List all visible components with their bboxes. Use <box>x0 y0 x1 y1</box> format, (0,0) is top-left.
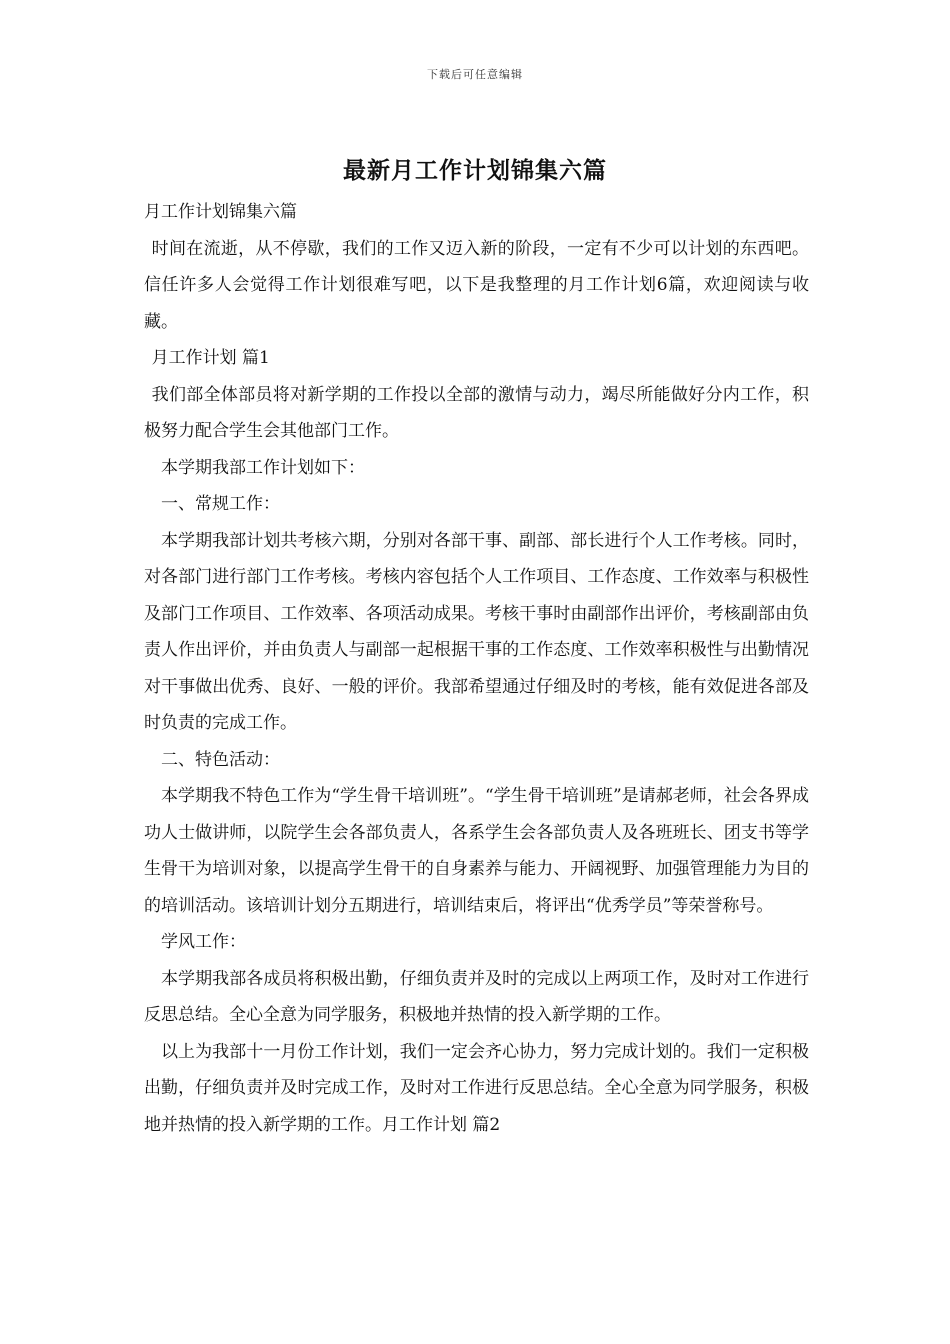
document-body <box>144 194 809 1143</box>
paragraph-subtitle: 月工作计划锦集六篇 <box>144 202 297 222</box>
paragraph: 本学期我部工作计划如下： <box>161 457 365 478</box>
section-heading-routine-work: 一、常规工作： <box>161 494 280 514</box>
page-header-note: 下载后可任意编辑 <box>427 68 523 81</box>
paragraph: 以上为我部十一月份工作计划，我们一定会齐心协力，努力完成计划的。我们一定积极出勤，仔细负责并及时完成工作，及时对工作进行反思总结。全心全意为同学服务，积极地并热情的投入新学期的工作。月工作计划 篇2 <box>144 1041 809 1135</box>
paragraph: 本学期我部各成员将积极出勤，仔细负责并及时的完成以上两项工作，及时对工作进行反思总结。全心全意为同学服务，积极地并热情的投入新学期的工作。 <box>144 968 809 1025</box>
paragraph: 我们部全体部员将对新学期的工作投以全部的激情与动力，竭尽所能做好分内工作，积极努力配合学生会其他部门工作。 <box>144 384 809 441</box>
section-heading-special-activities: 二、特色活动： <box>161 749 280 770</box>
document-title: 最新月工作计划锦集六篇 <box>343 158 607 184</box>
paragraph-intro: 时间在流逝，从不停歇，我们的工作又迈入新的阶段，一定有不少可以计划的东西吧。信任许多人会觉得工作计划很难写吧，以下是我整理的月工作计划6篇，欢迎阅读与收藏。 <box>144 238 809 332</box>
section-heading-study-style: 学风工作： <box>161 932 246 952</box>
paragraph: 本学期我不特色工作为“学生骨干培训班”。“学生骨干培训班”是请郝老师，社会各界成功人士做讲师，以院学生会各部负责人，各系学生会各部负责人及各班班长、团支书等学生骨干为培训对象，以提高学生骨干的自身素养与能力、开阔视野、加强管理能力为目的的培训活动。该培训计划分五期进行，培训结束后，将评出“优秀学员”等荣誉称号。 <box>144 786 809 916</box>
paragraph: 本学期我部计划共考核六期，分别对各部干事、副部、部长进行个人工作考核。同时，对各部门进行部门工作考核。考核内容包括个人工作项目、工作态度、工作效率与积极性及部门工作项目、工作效率、各项活动成果。考核干事时由副部作出评价，考核副部由负责人作出评价，并由负责人与副部一起根据干事的工作态度、工作效率积极性与出勤情况对干事做出优秀、良好、一般的评价。我部希望通过仔细及时的考核，能有效促进各部及时负责的完成工作。 <box>144 530 809 733</box>
section-heading-plan-1: 月工作计划 篇1 <box>151 348 270 368</box>
